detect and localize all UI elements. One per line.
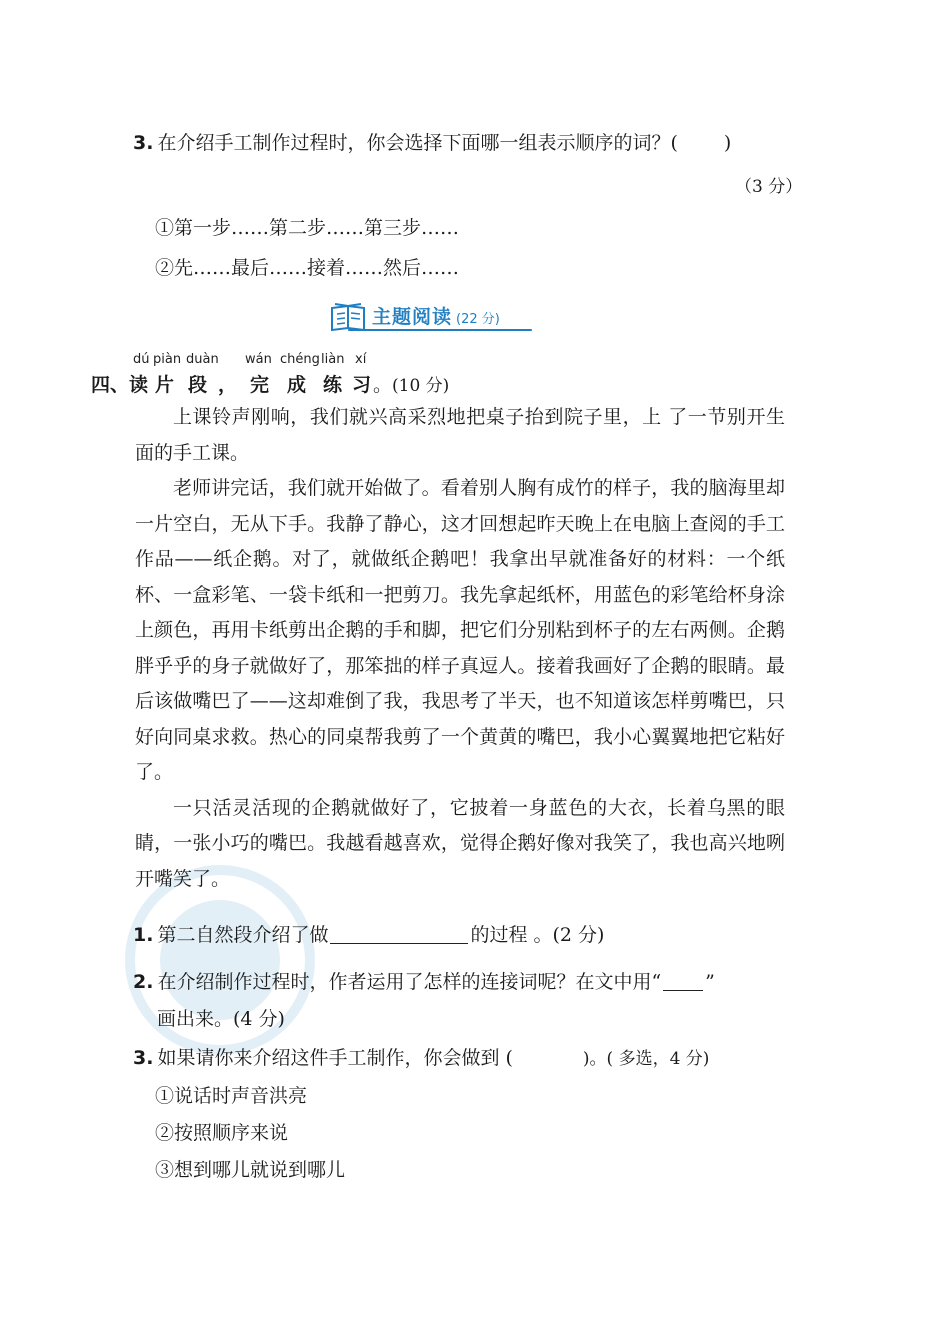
question-3 bbox=[133, 1043, 709, 1070]
banner-title-text: 主题阅读 bbox=[372, 306, 453, 328]
question-2-line2: 画出来。(4 分) bbox=[157, 1008, 285, 1030]
title-comma: ， bbox=[218, 374, 238, 396]
pinyin-wan: wán bbox=[245, 352, 272, 367]
question-2-number: 2. bbox=[133, 971, 154, 993]
question-1-score: 的过程 。(2 分) bbox=[470, 924, 605, 946]
underline-sample bbox=[663, 970, 703, 991]
question-1 bbox=[133, 920, 604, 947]
paragraph-1: 上课铃声刚响，我们就兴高采烈地把桌子抬到院子里，上 了一节别开生面的手工课。 bbox=[135, 406, 785, 464]
section-4-title bbox=[91, 370, 148, 397]
question-3-score: )。( 多选，4 分) bbox=[582, 1049, 710, 1069]
q3-option-1: ①说话时声音洪亮 bbox=[155, 1085, 308, 1107]
question-2-close-quote: ” bbox=[705, 971, 715, 993]
section-4-score bbox=[373, 370, 449, 397]
option-1: ①第一步……第二步……第三步…… bbox=[155, 217, 460, 239]
question-number: 3. bbox=[133, 132, 154, 154]
section-4-prefix: 四、读 bbox=[91, 374, 149, 396]
title-period: 。 bbox=[373, 374, 393, 396]
question-close-paren: ) bbox=[723, 132, 732, 154]
title-char-lian: 练 bbox=[323, 374, 343, 396]
question-1-number: 1. bbox=[133, 924, 154, 946]
answer-blank-line[interactable] bbox=[330, 923, 468, 944]
title-score: (10 分) bbox=[392, 376, 450, 396]
pinyin-du: dú bbox=[133, 352, 150, 367]
title-char-duan: 段 bbox=[188, 374, 208, 396]
q3-option-3: ③想到哪儿就说到哪儿 bbox=[155, 1159, 346, 1181]
pinyin-duan: duàn bbox=[186, 352, 219, 367]
pinyin-cheng: chéng bbox=[280, 352, 320, 367]
question-3-number: 3. bbox=[133, 1047, 154, 1069]
title-char-cheng: 成 bbox=[287, 374, 307, 396]
paragraph-2: 老师讲完话，我们就开始做了。看着别人胸有成竹的样子，我的脑海里却一片空白，无从下手。我静了静心，这才回想起昨天晚上在电脑上查阅的手工作品——纸企鹅。对了，就做纸企鹅吧！我拿出早就准备好的材料：一个纸杯、一盒彩笔、一袋卡纸和一把剪刀。我先拿起纸杯，用蓝色的彩笔给杯身涂上颜色，再用卡纸剪出企鹅的手和脚，把它们分别粘到杯子的左右两侧。企鹅胖乎乎的身子就做好了，那笨拙的样子真逗人。接着我画好了企鹅的眼睛。最后该做嘴巴了——这却难倒了我，我思考了半天，也不知道该怎样剪嘴巴，只好向同桌求救。热心的同桌帮我剪了一个黄黄的嘴巴，我小心翼翼地把它粘好了。 bbox=[135, 477, 785, 783]
pinyin-lian: liàn bbox=[321, 352, 345, 367]
section-banner bbox=[328, 300, 532, 334]
question-text: 在介绍手工制作过程时，你会选择下面哪一组表示顺序的词？( bbox=[157, 132, 678, 154]
q3-option-2: ②按照顺序来说 bbox=[155, 1122, 289, 1144]
reading-passage bbox=[135, 400, 785, 897]
question-3-top bbox=[133, 128, 731, 155]
title-char-wan: 完 bbox=[250, 374, 270, 396]
option-2: ②先……最后……接着……然后…… bbox=[155, 257, 460, 279]
banner-score: (22 分) bbox=[456, 312, 500, 327]
question-3-text: 如果请你来介绍这件手工制作，你会做到 ( bbox=[157, 1047, 513, 1069]
question-2-text: 在介绍制作过程时，作者运用了怎样的连接词呢？在文中用“ bbox=[157, 971, 662, 993]
banner-title bbox=[372, 302, 500, 329]
question-1-text: 第二自然段介绍了做 bbox=[157, 924, 329, 946]
question-2 bbox=[133, 967, 715, 994]
title-char-xi: 习 bbox=[352, 374, 372, 396]
pinyin-pian: piàn bbox=[153, 352, 182, 367]
paragraph-3: 一只活灵活现的企鹅就做好了，它披着一身蓝色的大衣，长着乌黑的眼睛，一张小巧的嘴巴。我越看越喜欢，觉得企鹅好像对我笑了，我也高兴地咧开嘴笑了。 bbox=[135, 796, 785, 890]
title-char-pian: 片 bbox=[155, 374, 175, 396]
banner-underline bbox=[348, 329, 532, 331]
question-score: （3 分） bbox=[735, 177, 803, 197]
pinyin-xi: xí bbox=[355, 352, 367, 367]
